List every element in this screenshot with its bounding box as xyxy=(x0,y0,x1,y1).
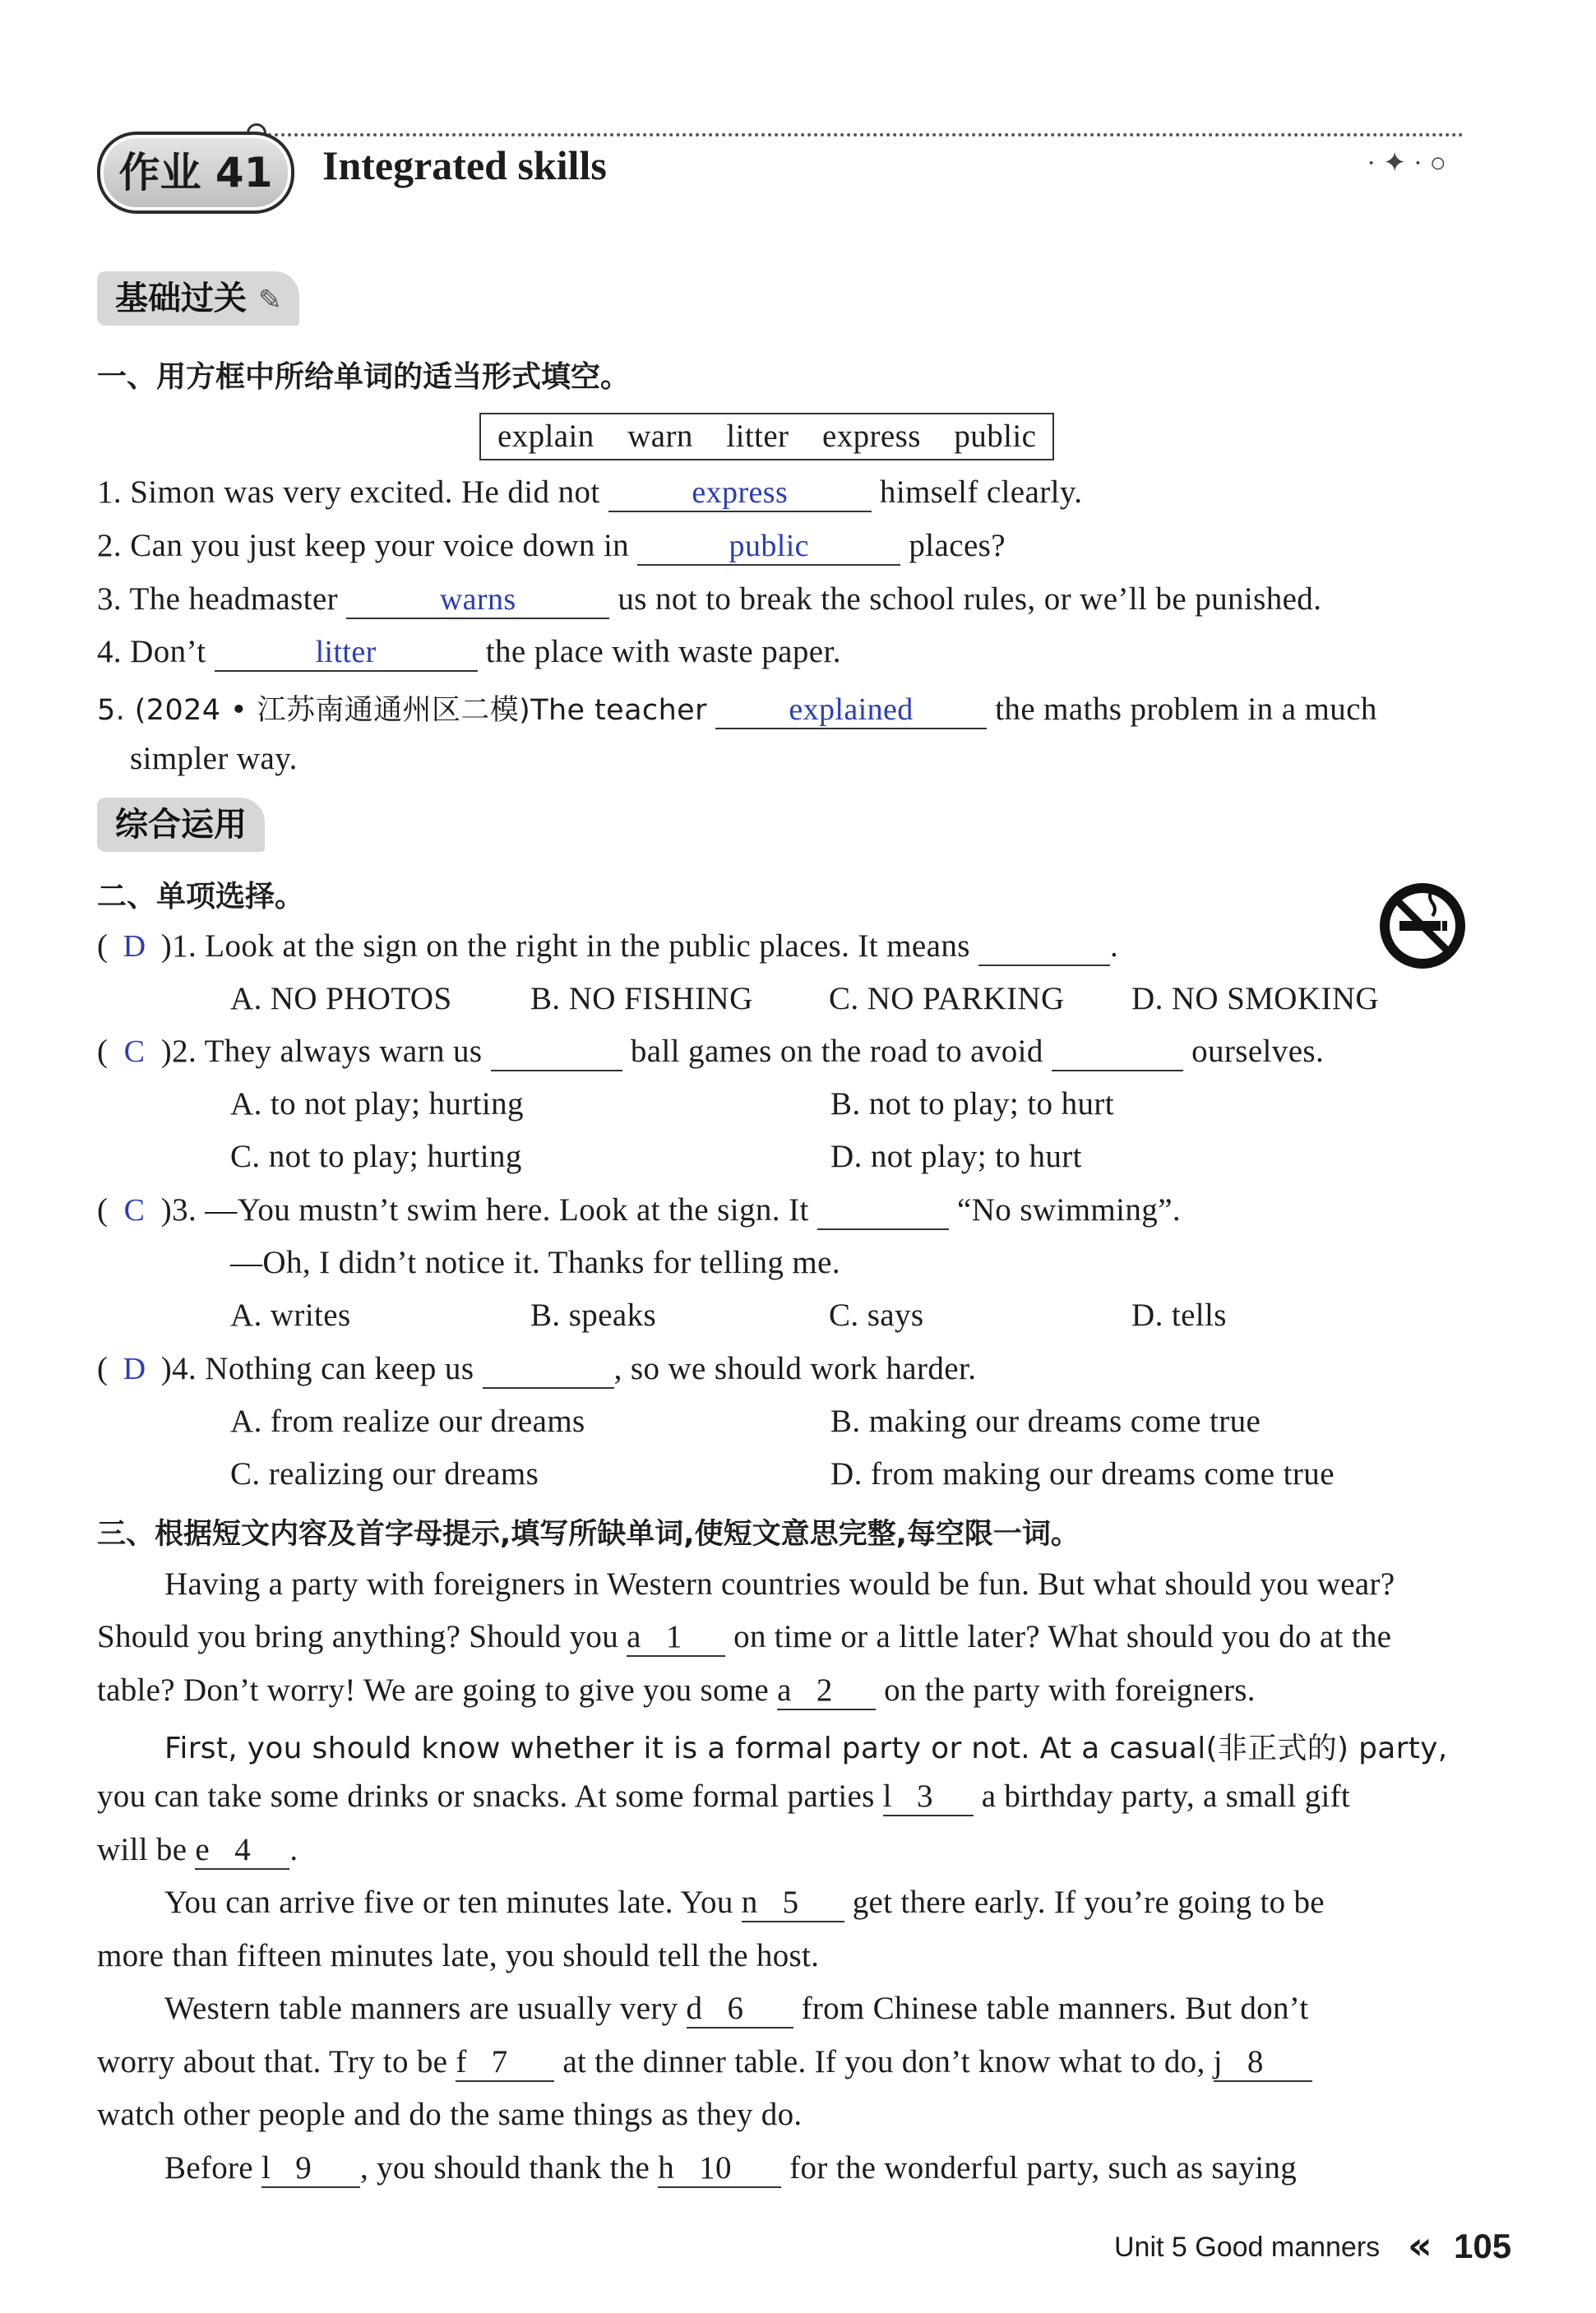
section-tag-basic: 基础过关 ✎ xyxy=(97,271,299,326)
passage-line-8: more than fifteen minutes late, you should tell the host. xyxy=(97,1938,820,1973)
pencil-icon: ✎ xyxy=(257,284,282,317)
fill-item-1: 1. Simon was very excited. He did not express himself clearly. xyxy=(97,474,1082,512)
mcq-2-option-b[interactable]: B. not to play; to hurt xyxy=(830,1086,1115,1122)
mcq-2-option-c[interactable]: C. not to play; hurting xyxy=(230,1139,522,1174)
fill-item-5-continued: simpler way. xyxy=(130,741,298,776)
mcq-4: ( D )4. Nothing can keep us , so we should work harder. xyxy=(97,1350,976,1389)
cloze-blank[interactable]: a 1 xyxy=(627,1618,725,1657)
mcq-blank xyxy=(817,1191,949,1230)
mcq-answer[interactable]: C xyxy=(123,1034,146,1069)
sparkle-icon: · ✦ · ○ xyxy=(1367,148,1447,178)
mcq-1-option-c[interactable]: C. NO PARKING xyxy=(829,981,1065,1016)
mcq-4-option-b[interactable]: B. making our dreams come true xyxy=(830,1404,1261,1439)
mcq-answer[interactable]: D xyxy=(123,1352,146,1386)
mcq-3: ( C )3. —You mustn’t swim here. Look at the sign. It “No swimming”. xyxy=(97,1191,1181,1230)
passage-line-12: Before l 9 , you should thank the h 10 for the wonderful party, such as saying xyxy=(164,2149,1297,2188)
passage-line-10: worry about that. Try to be f 7 at the dinner table. If you don’t know what to do, j 8 xyxy=(97,2043,1312,2082)
mcq-blank xyxy=(1052,1033,1183,1071)
fill-item-3: 3. The headmaster warns us not to break the school rules, or we’ll be punished. xyxy=(97,581,1321,619)
answer-blank[interactable]: litter xyxy=(215,634,478,672)
header-dotted-rule xyxy=(255,133,1464,136)
no-smoking-sign-icon xyxy=(1375,878,1470,974)
mcq-1-option-b[interactable]: B. NO FISHING xyxy=(530,981,753,1016)
cloze-blank[interactable]: j 8 xyxy=(1214,2043,1312,2082)
passage-line-9: Western table manners are usually very d 6 from Chinese table manners. But don’t xyxy=(164,1990,1309,2029)
fill-item-2: 2. Can you just keep your voice down in public places? xyxy=(97,527,1006,566)
mcq-3-option-c[interactable]: C. says xyxy=(829,1298,924,1333)
cloze-blank[interactable]: l 9 xyxy=(261,2149,360,2188)
passage-line-3: table? Don’t worry! We are going to give you some a 2 on the party with foreigners. xyxy=(97,1672,1256,1710)
mcq-2-option-a[interactable]: A. to not play; hurting xyxy=(230,1086,524,1122)
mcq-1-option-a[interactable]: A. NO PHOTOS xyxy=(230,981,452,1016)
cloze-blank[interactable]: l 3 xyxy=(883,1778,974,1816)
passage-line-11: watch other people and do the same things as they do. xyxy=(97,2097,803,2132)
mcq-blank xyxy=(483,1350,614,1389)
mcq-4-option-a[interactable]: A. from realize our dreams xyxy=(230,1404,585,1439)
passage-line-7: You can arrive five or ten minutes late. You n 5 get there early. If you’re going to be xyxy=(164,1884,1325,1922)
fill-item-5: 5. (2024 • 江苏南通通州区二模)The teacher explained the maths problem in a much xyxy=(97,687,1377,729)
mcq-3-option-d[interactable]: D. tells xyxy=(1131,1298,1227,1333)
section-tag-comprehensive: 综合运用 xyxy=(97,798,265,852)
mcq-4-option-c[interactable]: C. realizing our dreams xyxy=(230,1456,539,1492)
homework-badge: 作业 41 xyxy=(97,132,294,214)
double-chevron-left-icon: « xyxy=(1408,2223,1432,2268)
passage-line-2: Should you bring anything? Should you a 1 on time or a little later? What should you do at the xyxy=(97,1618,1391,1657)
footer-unit-title: Unit 5 Good manners xyxy=(1114,2232,1381,2263)
word-box: explain warn litter express public xyxy=(479,413,1054,460)
cloze-blank[interactable]: n 5 xyxy=(742,1884,844,1922)
mcq-blank xyxy=(491,1033,622,1071)
mcq-4-option-d[interactable]: D. from making our dreams come true xyxy=(830,1456,1335,1492)
mcq-answer[interactable]: C xyxy=(123,1193,146,1228)
cloze-blank[interactable]: h 10 xyxy=(658,2149,781,2188)
fill-item-4: 4. Don’t litter the place with waste paper. xyxy=(97,633,841,672)
cloze-blank[interactable]: d 6 xyxy=(687,1990,793,2029)
mcq-blank xyxy=(978,928,1110,966)
passage-line-4: First, you should know whether it is a formal party or not. At a casual(非正式的) party, xyxy=(164,1732,1448,1765)
cloze-blank[interactable]: e 4 xyxy=(195,1831,289,1870)
answer-blank[interactable]: public xyxy=(637,528,900,566)
cloze-blank[interactable]: a 2 xyxy=(777,1672,876,1710)
section3-heading: 三、根据短文内容及首字母提示,填写所缺单词,使短文意思完整,每空限一词。 xyxy=(97,1518,1080,1551)
page-title: Integrated skills xyxy=(322,142,607,188)
page-number: 105 xyxy=(1454,2227,1512,2265)
passage-line-1: Having a party with foreigners in Western countries would be fun. But what should you wear? xyxy=(164,1566,1395,1602)
answer-blank[interactable]: express xyxy=(608,474,872,512)
mcq-1-option-d[interactable]: D. NO SMOKING xyxy=(1131,981,1379,1016)
section2-heading: 二、单项选择。 xyxy=(97,880,305,914)
mcq-1: ( D )1. Look at the sign on the right in the public places. It means . xyxy=(97,928,1118,966)
passage-line-6: will be e 4 . xyxy=(97,1831,298,1870)
mcq-3-option-a[interactable]: A. writes xyxy=(230,1298,351,1333)
answer-blank[interactable]: explained xyxy=(715,692,987,729)
mcq-3-option-b[interactable]: B. speaks xyxy=(530,1298,657,1333)
passage-line-5: you can take some drinks or snacks. At some formal parties l 3 a birthday party, a small gift xyxy=(97,1778,1350,1816)
section1-heading: 一、用方框中所给单词的适当形式填空。 xyxy=(97,360,631,394)
answer-blank[interactable]: warns xyxy=(346,581,609,619)
mcq-answer[interactable]: D xyxy=(123,929,146,964)
mcq-3-line2: —Oh, I didn’t notice it. Thanks for telling me. xyxy=(230,1245,840,1280)
mcq-2: ( C )2. They always warn us ball games on the road to avoid ourselves. xyxy=(97,1033,1324,1071)
cloze-blank[interactable]: f 7 xyxy=(456,2043,554,2082)
mcq-2-option-d[interactable]: D. not play; to hurt xyxy=(830,1139,1082,1174)
